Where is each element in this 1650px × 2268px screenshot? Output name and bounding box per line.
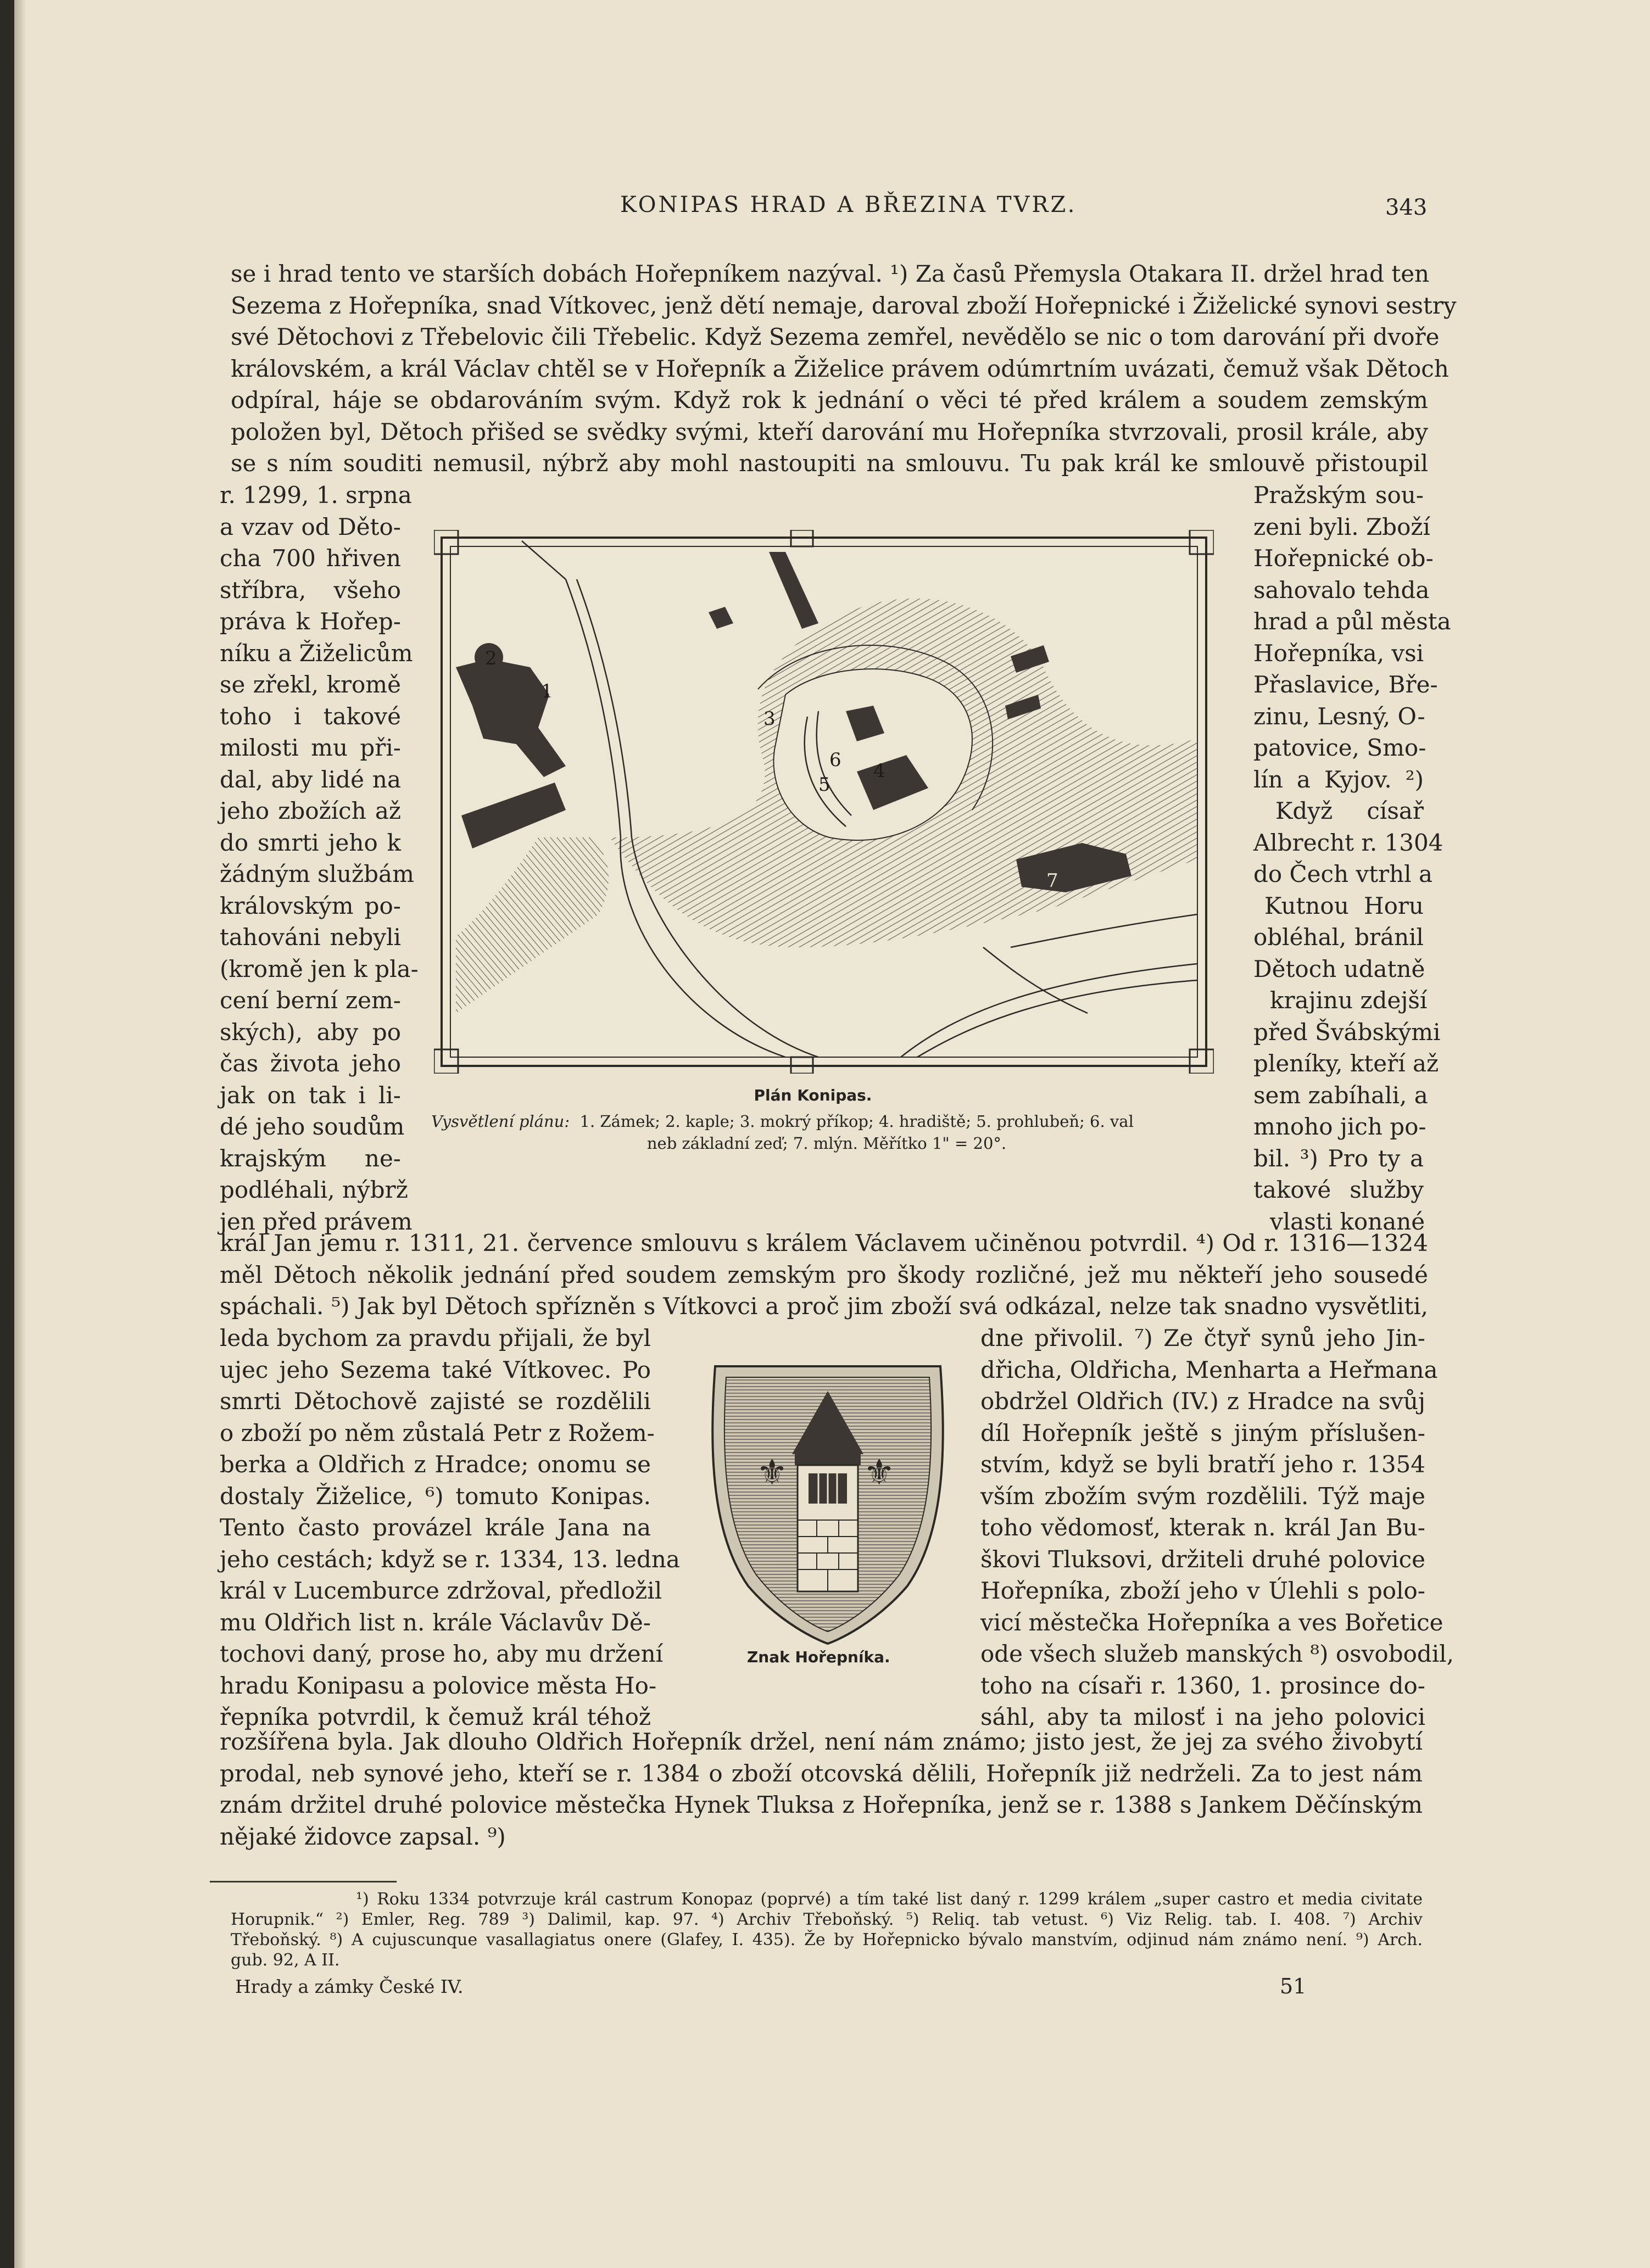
plan-number-4: 4 xyxy=(873,760,885,782)
footnote-rule xyxy=(210,1881,397,1882)
text-line: se i hrad tento ve starších dobách Hořepníkem nazýval. ¹) Za časů Přemysla Otakara II. držel hrad ten xyxy=(231,260,1430,287)
text-line: dřicha, Oldřicha, Menharta a Heřmana xyxy=(980,1356,1438,1383)
text-line: o zboží po něm zůstalá Petr z Rožem- xyxy=(220,1419,655,1446)
text-line: dal, aby lidé na xyxy=(220,766,401,793)
footnotes xyxy=(231,1889,1423,1970)
footnote-line: Třeboňský. ⁸) A cujuscunque vasallagiatus onere (Glafey, I. 435). Že by Hořepnicko bývalo manstvím, odjinud nám známo není. ⁹) Arch. xyxy=(231,1930,1423,1949)
text-line: díl Hořepník ještě s jiným příslušen- xyxy=(980,1419,1425,1446)
text-line: Když císař xyxy=(1275,797,1424,824)
plan-number-7: 7 xyxy=(1046,870,1058,892)
footer-book-title: Hrady a zámky České IV. xyxy=(235,1976,464,1997)
text-line: mu Oldřich list n. krále Václavův Dě- xyxy=(220,1608,651,1636)
crest-caption: Znak Hořepníka. xyxy=(747,1648,890,1666)
text-line: patovice, Smo- xyxy=(1253,734,1426,761)
text-line: prodal, neb synové jeho, kteří se r. 1384 o zboží otcovská dělili, Hořepník již nedrželi. Za to jest nám xyxy=(220,1759,1423,1787)
text-line: r. 1299, 1. srpna xyxy=(220,482,412,509)
text-line: stvím, když se byli bratří jeho r. 1354 xyxy=(980,1451,1425,1478)
right-column-text xyxy=(1253,479,1451,1237)
text-line: před Švábskými xyxy=(1253,1018,1441,1046)
text-line: takové služby xyxy=(1253,1176,1424,1203)
text-line: dostaly Žiželice, ⁶) tomuto Konipas. xyxy=(220,1482,651,1510)
text-line: sem zabíhali, a xyxy=(1253,1081,1428,1109)
footnote-line: Horupnik.“ ²) Emler, Reg. 789 ³) Dalimil, kap. 97. ⁴) Archiv Třeboňský. ⁵) Reliq. tab vetust. ⁶) Viz Relig. tab. I. 408. ⁷) Archiv xyxy=(231,1910,1423,1929)
text-line: a vzav od Děto- xyxy=(220,513,401,540)
text-line: měl Dětoch několik jednání před soudem zemským pro škody rozličné, jež mu někteří jeho sousedé xyxy=(220,1261,1428,1288)
text-line: vicí městečka Hořepníka a ves Bořetice xyxy=(980,1608,1443,1636)
text-line: Hořepnické ob- xyxy=(1253,545,1434,572)
text-line: (kromě jen k pla- xyxy=(220,955,419,982)
plan-number-1: 1 xyxy=(541,680,553,702)
text-line: cení berní zem- xyxy=(220,987,401,1014)
text-line: mnoho jich po- xyxy=(1253,1113,1426,1140)
footer-signature-number: 51 xyxy=(1280,1974,1307,1998)
footnote-line: ¹) Roku 1334 potvrzuje král castrum Konopaz (poprvé) a tím také list daný r. 1299 králem „super castro et media civitate xyxy=(356,1890,1423,1909)
text-line: král v Lucemburce zdržoval, předložil xyxy=(220,1577,662,1604)
text-line: cha 700 hřiven xyxy=(220,545,401,572)
text-line: zeni byli. Zboží xyxy=(1253,513,1430,540)
left-column-text-2 xyxy=(220,1322,680,1733)
text-line: Hořepníka, vsi xyxy=(1253,639,1424,667)
text-line: ode všech služeb manských ⁸) osvobodil, xyxy=(980,1640,1454,1667)
text-line: ských), aby po xyxy=(220,1018,401,1046)
fleur-de-lis-left-icon: ⚜ xyxy=(756,1453,788,1493)
text-line: znám držitel druhé polovice městečka Hynek Tluksa z Hořepníka, jenž se r. 1388 s Jankem Děčínským xyxy=(220,1791,1423,1818)
page-number: 343 xyxy=(1385,195,1428,220)
text-line: dne přivolil. ⁷) Ze čtyř synů jeho Jin- xyxy=(980,1325,1425,1351)
plan-number-6: 6 xyxy=(829,749,841,771)
text-line: vším zbožím svým rozdělili. Týž maje xyxy=(980,1482,1425,1510)
text-line: nějaké židovce zapsal. ⁹) xyxy=(220,1823,506,1850)
text-line: hradu Konipasu a polovice města Ho- xyxy=(220,1672,657,1699)
tower-cornice xyxy=(795,1454,861,1465)
text-line: čas života jeho xyxy=(220,1050,401,1077)
text-line: krajským ne- xyxy=(220,1144,401,1172)
text-line: jak on tak i li- xyxy=(220,1081,401,1109)
paragraph-bottom xyxy=(220,1726,1423,1852)
text-line: položen byl, Dětoch přišed se svědky svými, kteří darování mu Hořepníka stvrzovali, prosil krále, aby xyxy=(231,418,1428,445)
text-line: tahováni nebyli xyxy=(220,924,401,951)
text-line: Přaslavice, Bře- xyxy=(1253,671,1438,698)
paragraph-middle xyxy=(220,1227,1428,1322)
text-line: spáchali. ⁵) Jak byl Dětoch spřízněn s Vítkovci a proč jim zboží svá odkázal, nelze tak snadno vysvětliti, xyxy=(220,1293,1428,1320)
text-line: níku a Žiželicům xyxy=(220,639,413,667)
text-line: královském, a král Václav chtěl se v Hořepník a Žiželice právem odúmrtním uvázati, čemuž však Dětoch xyxy=(231,355,1449,382)
text-line: sahovalo tehda xyxy=(1253,576,1430,604)
text-line: Tento často provázel krále Jana na xyxy=(220,1514,651,1541)
text-line: leda bychom za pravdu přijali, že byl xyxy=(220,1325,651,1351)
book-gutter xyxy=(0,0,14,2268)
text-line: krajinu zdejší xyxy=(1270,987,1428,1014)
text-line: tochovi daný, prose ho, aby mu držení xyxy=(220,1640,664,1667)
text-line: královským po- xyxy=(220,892,401,919)
plan-number-2: 2 xyxy=(485,647,497,669)
text-line: toho vědomosť, kterak n. král Jan Bu- xyxy=(980,1514,1425,1541)
legend-line-1: 1. Zámek; 2. kaple; 3. mokrý příkop; 4. hradiště; 5. prohlubeň; 6. val xyxy=(579,1112,1134,1131)
crest-horepnik-figure xyxy=(699,1355,957,1646)
text-line: do smrti jeho k xyxy=(220,829,401,856)
text-line: berka a Oldřich z Hradce; onomu se xyxy=(220,1451,651,1478)
text-line: se zřekl, kromě xyxy=(220,671,401,698)
text-line: obdržel Oldřich (IV.) z Hradce na svůj xyxy=(980,1388,1425,1415)
text-line: Sezema z Hořepníka, snad Vítkovec, jenž dětí nemaje, daroval zboží Hořepnické i Žiželické synovi sestry xyxy=(231,292,1457,319)
fleur-de-lis-right-icon: ⚜ xyxy=(863,1453,895,1493)
plan-number-3: 3 xyxy=(763,708,776,730)
left-column-text xyxy=(220,479,419,1237)
plan-legend xyxy=(431,1110,1222,1154)
text-line: Albrecht r. 1304 xyxy=(1253,829,1443,856)
text-line: toho i takové xyxy=(220,702,401,730)
text-line: žádným službám xyxy=(220,861,414,887)
text-line: řepníka potvrdil, k čemuž král téhož xyxy=(220,1703,651,1730)
text-line: jeho cestách; když se r. 1334, 13. ledna xyxy=(220,1545,680,1573)
text-line: Kutnou Horu xyxy=(1264,892,1424,919)
text-line: pleníky, kteří až xyxy=(1253,1050,1439,1077)
text-line: dé jeho soudům xyxy=(220,1113,405,1140)
legend-line-2: neb základní zeď; 7. mlýn. Měřítko 1" = 20°. xyxy=(646,1134,1007,1153)
plan-number-5: 5 xyxy=(818,774,830,796)
text-line: práva k Hořep- xyxy=(220,608,401,635)
text-line: obléhal, bránil xyxy=(1253,924,1424,951)
text-line: ujec jeho Sezema také Vítkovec. Po xyxy=(220,1356,651,1383)
text-line: své Dětochovi z Třebelovic čili Třebelic. Když Sezema zemřel, nevědělo se nic o tom darování při dvoře xyxy=(231,323,1440,350)
text-line: Dětoch udatně xyxy=(1253,955,1425,982)
legend-label: Vysvětlení plánu: xyxy=(431,1112,570,1131)
gutter-shadow xyxy=(14,0,26,2268)
plan-konipas-figure xyxy=(434,530,1214,1074)
text-line: stříbra, všeho xyxy=(220,576,401,604)
text-line: jeho zbožích až xyxy=(220,797,401,824)
text-line: podléhali, nýbrž xyxy=(220,1176,408,1203)
text-line: lín a Kyjov. ²) xyxy=(1253,766,1424,793)
text-line: zinu, Lesný, O- xyxy=(1253,702,1425,730)
text-line: vlasti konané xyxy=(1270,1208,1425,1235)
text-line: Hořepníka, zboží jeho v Úlehli s polo- xyxy=(980,1577,1425,1604)
running-header: KONIPAS HRAD A BŘEZINA TVRZ. xyxy=(620,192,1077,217)
text-line: rozšířena byla. Jak dlouho Oldřich Hořepník držel, není nám známo; jisto jest, že jej za svého živobytí xyxy=(220,1728,1423,1755)
text-line: hrad a půl města xyxy=(1253,608,1451,635)
paragraph-top xyxy=(231,258,1457,479)
text-line: se s ním souditi nemusil, nýbrž aby mohl nastoupiti na smlouvu. Tu pak král ke smlouvě přistoupil xyxy=(231,450,1428,477)
text-line: toho na císaři r. 1360, 1. prosince do- xyxy=(980,1672,1425,1699)
text-line: sáhl, aby ta milosť i na jeho polovici xyxy=(980,1703,1425,1730)
text-line: do Čech vtrhl a xyxy=(1253,861,1432,887)
text-line: bil. ³) Pro ty a xyxy=(1253,1144,1424,1172)
footnote-line: gub. 92, A II. xyxy=(231,1951,340,1970)
text-line: odpíral, háje se obdarováním svým. Když rok k jednání o věci té před králem a soudem zemským xyxy=(231,387,1428,414)
text-line: milosti mu při- xyxy=(220,734,401,761)
plan-caption-title: Plán Konipas. xyxy=(754,1086,872,1104)
text-line: Pražským sou- xyxy=(1253,482,1424,509)
text-line: král Jan jemu r. 1311, 21. července smlouvu s králem Václavem učiněnou potvrdil. ⁴) Od r. 1316—1324 xyxy=(220,1230,1428,1256)
text-line: škovi Tluksovi, držiteli druhé polovice xyxy=(980,1545,1425,1573)
text-line: jen před právem xyxy=(220,1208,412,1235)
text-line: smrti Dětochově zajisté se rozdělili xyxy=(220,1388,651,1415)
right-column-text-2 xyxy=(980,1322,1454,1733)
